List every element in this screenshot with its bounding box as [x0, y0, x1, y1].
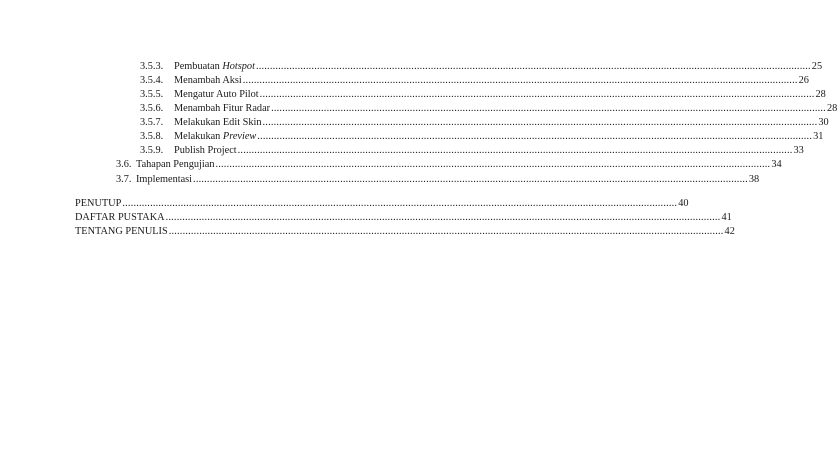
- toc-entry-title: Melakukan Preview: [174, 131, 257, 142]
- toc-entry[interactable]: [140, 116, 829, 130]
- toc-dot-leader: ........................................................................................................................................................................................................: [271, 103, 826, 114]
- toc-entry[interactable]: [75, 225, 735, 239]
- toc-entry-title: Mengatur Auto Pilot: [174, 89, 259, 100]
- toc-entry-number: 3.5.5.: [140, 89, 164, 100]
- toc-entry-title: Tahapan Pengujian: [136, 159, 215, 170]
- toc-entry-page: 28: [826, 103, 837, 114]
- toc-entry-number: 3.7.: [116, 174, 132, 185]
- toc-dot-leader: ........................................................................................................................................................................................................: [255, 61, 811, 72]
- toc-entry-number: 3.5.7.: [140, 117, 164, 128]
- toc-entry[interactable]: [140, 130, 824, 144]
- toc-entry[interactable]: [75, 211, 732, 225]
- toc-entry[interactable]: [140, 102, 837, 116]
- toc-entry[interactable]: [140, 144, 804, 158]
- toc-entry-page: 28: [815, 89, 826, 100]
- toc-entry-page: 42: [724, 226, 735, 237]
- toc-entry[interactable]: [140, 60, 823, 74]
- toc-dot-leader: ........................................................................................................................................................................................................: [237, 145, 793, 156]
- toc-entry-page: 41: [721, 212, 732, 223]
- toc-entry[interactable]: [75, 197, 689, 211]
- toc-entry-page: 26: [798, 75, 809, 86]
- toc-entry-title: Pembuatan Hotspot: [174, 61, 255, 72]
- toc-entry-title: PENUTUP: [75, 198, 122, 209]
- toc-entry[interactable]: [140, 74, 809, 88]
- toc-dot-leader: ........................................................................................................................................................................................................: [262, 117, 818, 128]
- toc-dot-leader: ........................................................................................................................................................................................................: [259, 89, 815, 100]
- toc-entry-title: Publish Project: [174, 145, 237, 156]
- toc-entry-title: TENTANG PENULIS: [75, 226, 168, 237]
- toc-dot-leader: ........................................................................................................................................................................................................: [168, 226, 724, 237]
- toc-dot-leader: ........................................................................................................................................................................................................: [193, 174, 748, 185]
- toc-entry-number: 3.5.8.: [140, 131, 164, 142]
- toc-entry-title: DAFTAR PUSTAKA: [75, 212, 165, 223]
- toc-entry[interactable]: [116, 158, 782, 172]
- toc-entry-number: 3.6.: [116, 159, 132, 170]
- toc-entry-number: 3.5.9.: [140, 145, 164, 156]
- toc-entry-number: 3.5.4.: [140, 75, 164, 86]
- toc-entry-page: 25: [811, 61, 823, 72]
- toc-entry-title: Menambah Aksi: [174, 75, 242, 86]
- toc-dot-leader: ........................................................................................................................................................................................................: [165, 212, 721, 223]
- toc-dot-leader: ........................................................................................................................................................................................................: [242, 75, 798, 86]
- toc-entry-page: 40: [678, 198, 689, 209]
- toc-entry-page: 38: [748, 174, 760, 185]
- toc-entry-title: Implementasi: [136, 174, 193, 185]
- toc-dot-leader: ........................................................................................................................................................................................................: [215, 159, 771, 170]
- toc-entry-title: Menambah Fitur Radar: [174, 103, 271, 114]
- toc-dot-leader: ........................................................................................................................................................................................................: [257, 131, 813, 142]
- toc-entry-page: 31: [813, 131, 824, 142]
- toc-entry[interactable]: [140, 88, 826, 102]
- toc-entry-page: 33: [793, 145, 804, 156]
- toc-entry-title: Melakukan Edit Skin: [174, 117, 262, 128]
- toc-dot-leader: ........................................................................................................................................................................................................: [122, 198, 678, 209]
- toc-entry-number: 3.5.3.: [140, 61, 164, 72]
- toc-entry-number: 3.5.6.: [140, 103, 164, 114]
- toc-entry-page: 30: [818, 117, 829, 128]
- toc-entry-page: 34: [771, 159, 782, 170]
- toc-entry[interactable]: [116, 173, 760, 187]
